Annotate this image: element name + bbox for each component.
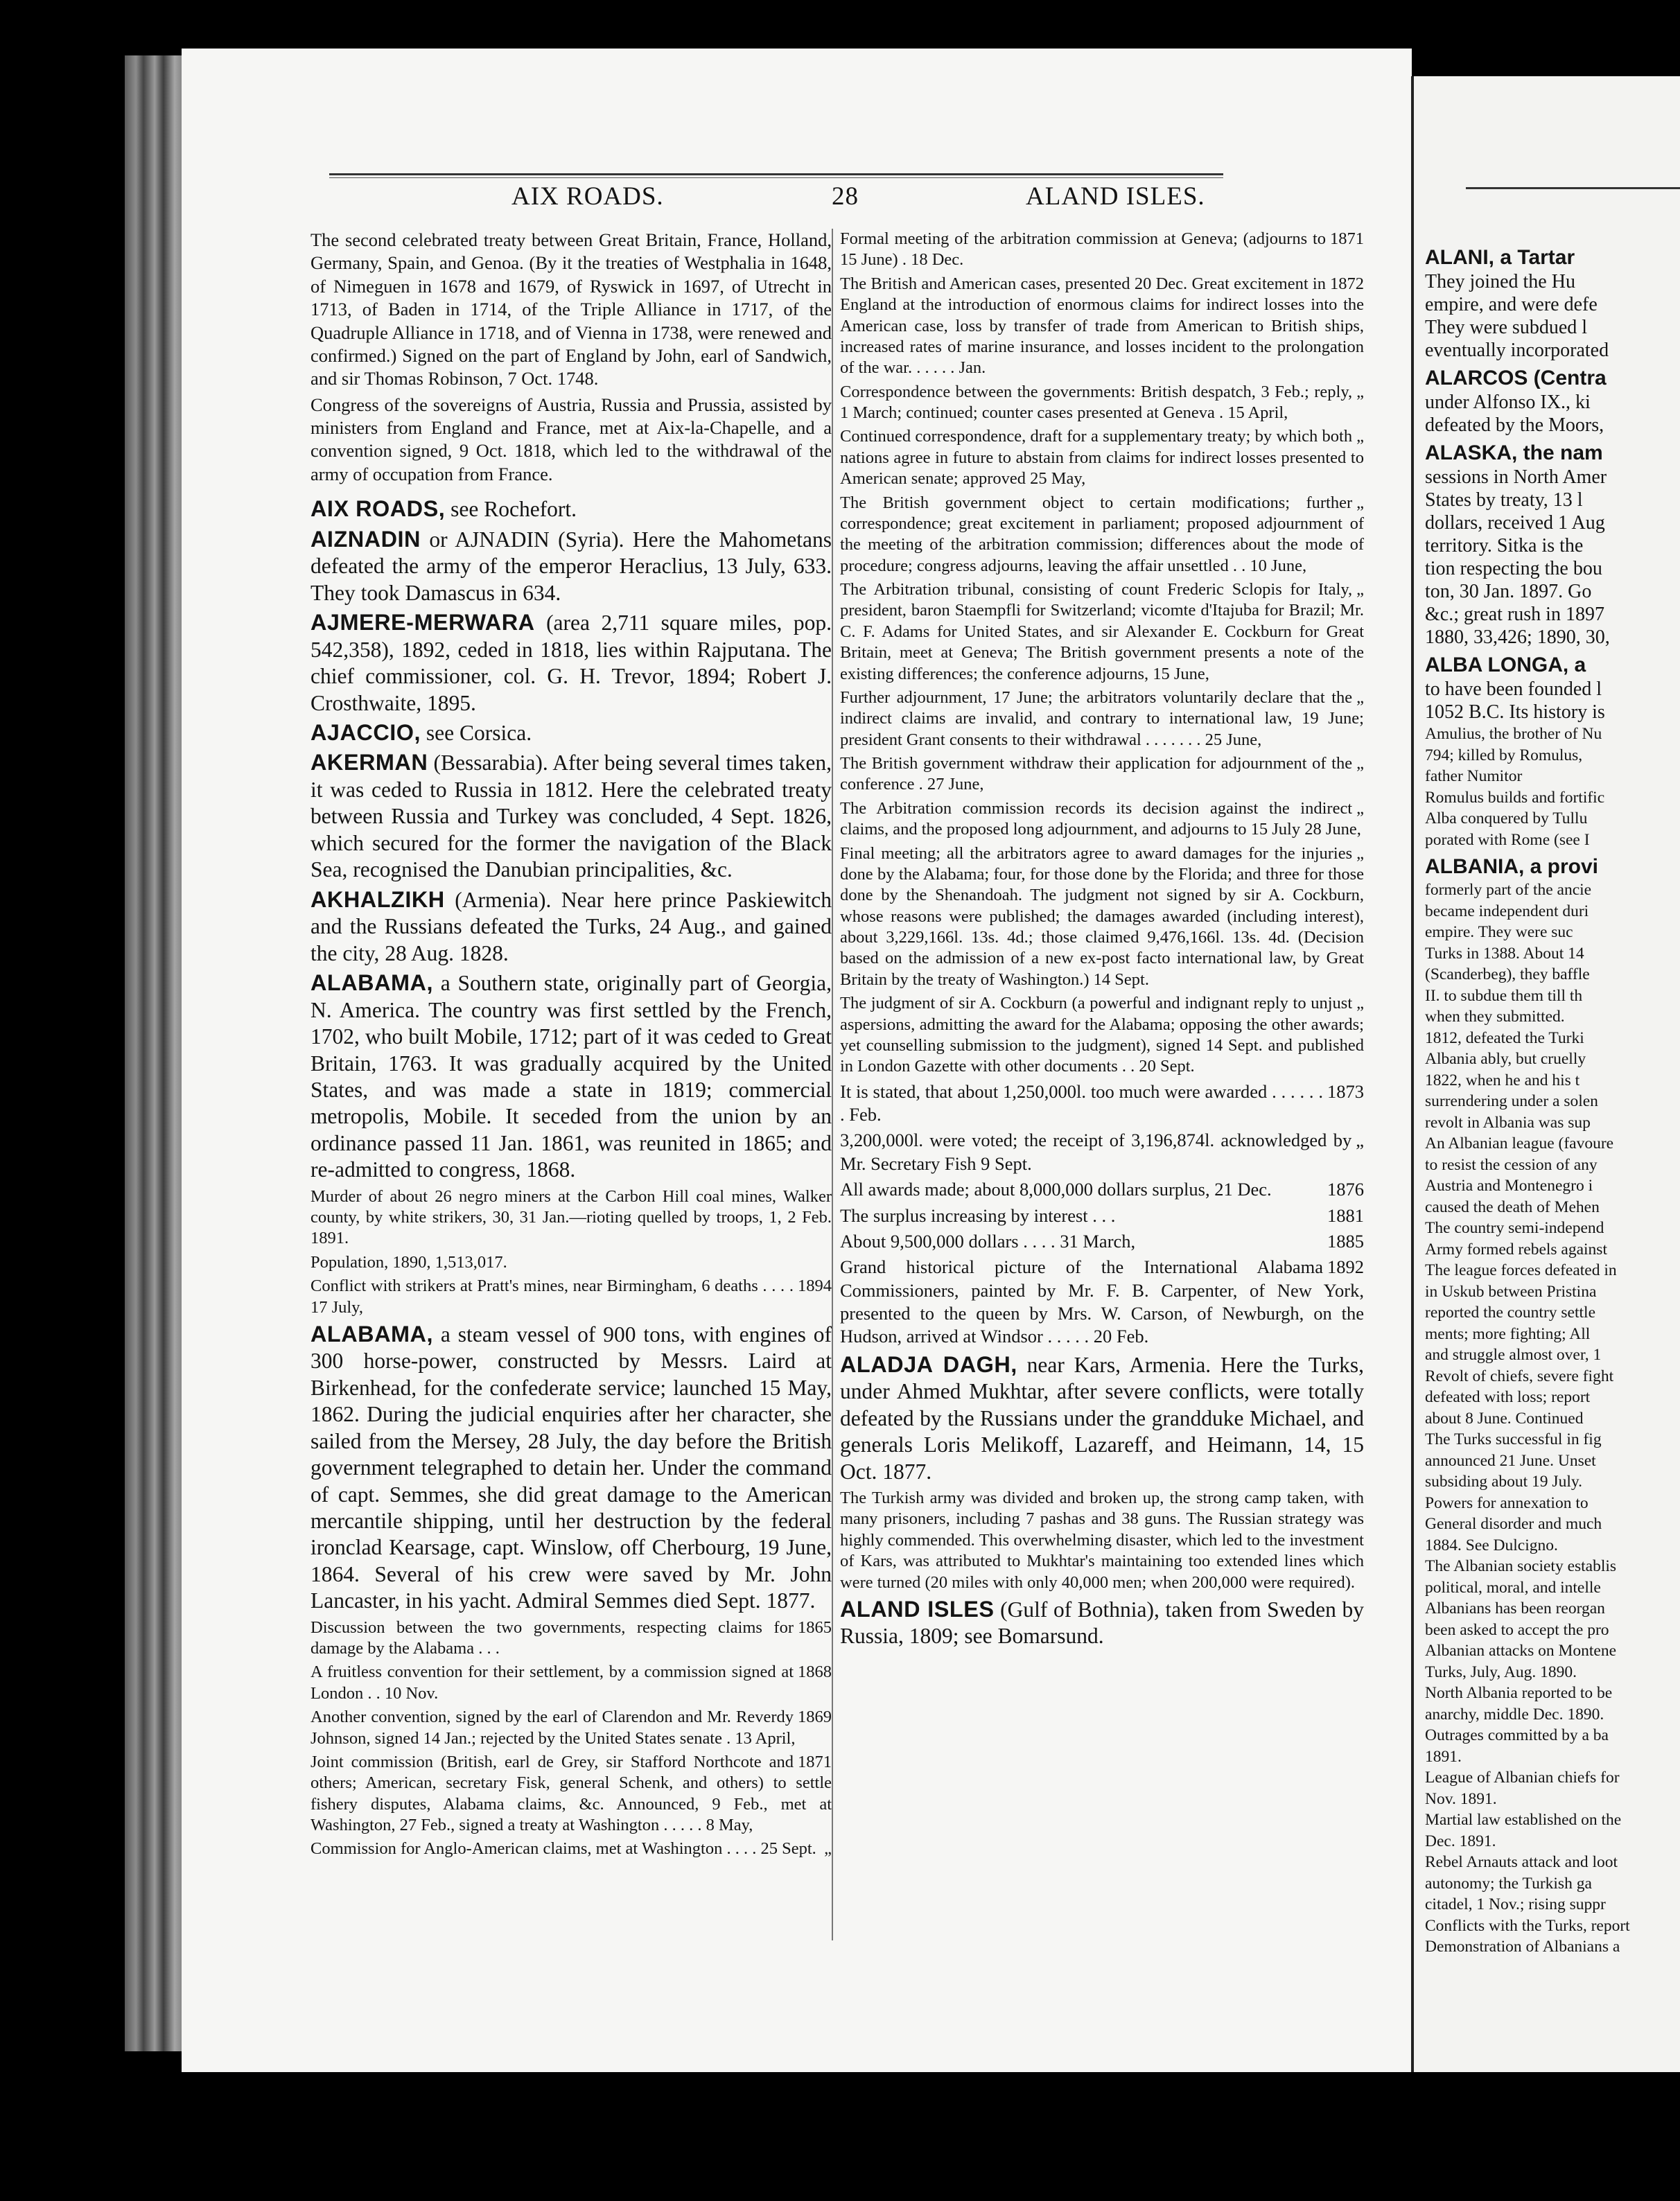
entry-ajmere	[310, 609, 832, 717]
note-text: Formal meeting of the arbitration commission at Geneva; (adjourns to 15 June) . 18 Dec.	[840, 229, 1326, 270]
note-date: 1892	[1327, 1256, 1364, 1278]
entry-heading: ALABAMA,	[310, 1321, 433, 1347]
note-item	[840, 1080, 1364, 1127]
right-column-line: under Alfonso IX., ki	[1425, 392, 1591, 413]
congress-paragraph: Congress of the sovereigns of Austria, Russia and Prussia, assisted by ministers from England and France, met at Aix-la-Chapelle, and a convention signed, 9 Oct. 1818, which led to the withdrawal of the army of occupation from France.	[310, 394, 832, 484]
right-column-line: League of Albanian chiefs for	[1425, 1769, 1620, 1787]
right-column-line: Dec. 1891.	[1425, 1832, 1496, 1850]
right-column-line: territory. Sitka is the	[1425, 535, 1584, 556]
note-text: About 9,500,000 dollars . . . . 31 March,	[840, 1230, 1136, 1252]
note-item	[840, 1204, 1364, 1227]
note-date: 1868	[798, 1663, 832, 1682]
right-column-line: 794; killed by Romulus,	[1425, 746, 1583, 764]
right-column-line: empire. They were suc	[1425, 923, 1573, 941]
award-notes	[840, 1080, 1364, 1349]
note-item	[840, 798, 1364, 841]
right-column-line: The Turks successful in fig	[1425, 1430, 1602, 1448]
right-column-line: North Albania reported to be	[1425, 1684, 1613, 1702]
right-column-line: Outrages committed by a ba	[1425, 1726, 1609, 1744]
entry-aladja-dagh	[840, 1351, 1364, 1485]
note-text: Conflict with strikers at Pratt's mines, near Birmingham, 6 deaths . . . . 17 July,	[310, 1277, 794, 1317]
page-number: 28	[832, 182, 859, 211]
right-column-line: General disorder and much	[1425, 1515, 1602, 1533]
right-column-line: autonomy; the Turkish ga	[1425, 1874, 1592, 1893]
right-column-line: 1880, 33,426; 1890, 30,	[1425, 626, 1610, 648]
entry-heading: ALABAMA,	[310, 970, 433, 996]
entry-heading: AIX ROADS,	[310, 496, 446, 522]
note-text: Discussion between the two governments, respecting claims for damage by the Alabama . . .	[310, 1617, 794, 1658]
right-column-line: Conflicts with the Turks, report	[1425, 1916, 1630, 1935]
entry-akerman	[310, 749, 832, 883]
note-text: All awards made; about 8,000,000 dollars surplus, 21 Dec.	[840, 1179, 1272, 1200]
note-date: 1876	[1327, 1179, 1364, 1200]
note-item	[840, 1178, 1364, 1201]
note-date: „	[1356, 493, 1364, 512]
note-text: Murder of about 26 negro miners at the Carbon Hill coal mines, Walker county, by white strikers, 30, 31 Jan.—rioting quelled by troops, 1, 2 Feb. 1891.	[310, 1186, 832, 1248]
note-item	[840, 1230, 1364, 1253]
note-text: Another convention, signed by the earl of Clarendon and Mr. Reverdy Johnson, signed 14 Jan.; rejected by the United States senate . 13 April,	[310, 1708, 796, 1748]
entry-heading: AJMERE-MERWARA	[310, 610, 535, 635]
right-column-line: Demonstration of Albanians a	[1425, 1938, 1620, 1956]
right-column-line: Romulus builds and fortific	[1425, 788, 1605, 807]
right-column-line: Revolt of chiefs, severe fight	[1425, 1367, 1614, 1385]
right-column-line: announced 21 June. Unset	[1425, 1451, 1596, 1470]
note-item	[840, 1256, 1364, 1349]
note-date: 1865	[798, 1617, 832, 1637]
note-text: The Arbitration commission records its decision against the indirect claims, and the proposed long adjournment, and adjourns to 15 July 28 June,	[840, 798, 1361, 839]
right-column-line: became independent duri	[1425, 902, 1589, 920]
note-text: Population, 1890, 1,513,017.	[310, 1252, 507, 1272]
right-column-line: to resist the cession of any	[1425, 1155, 1598, 1174]
note-text: The surplus increasing by interest . . .	[840, 1204, 1116, 1226]
right-column-line: ALBA LONGA, a	[1425, 654, 1586, 676]
right-column-line: Turks, July, Aug. 1890.	[1425, 1663, 1577, 1681]
entry-text: (area 2,711 square miles, pop. 542,358), 1892, ceded in 1818, lies within Rajputana. The chief commissioner, col. G. H. Trevor, 1894; Robert J. Crosthwaite, 1895.	[310, 611, 832, 715]
right-column-line: &c.; great rush in 1897	[1425, 604, 1604, 625]
right-column-line: and struggle almost over, 1	[1425, 1346, 1602, 1364]
note-text: The British government object to certain modifications; further correspondence; great excitement in parliament; proposed adjournment of the meeting of the arbitration commission; differences about the mode of procedure; congress adjourns, leaving the affair unsettled . . 10 June,	[840, 493, 1364, 575]
note-date: 1871	[798, 1752, 832, 1771]
note-item	[840, 274, 1364, 379]
right-column-line: Nov. 1891.	[1425, 1789, 1497, 1808]
right-column-line: revolt in Albania was sup	[1425, 1113, 1591, 1132]
entry-akhalzikh	[310, 886, 832, 967]
note-text: Joint commission (British, earl de Grey, sir Stafford Northcote and others; American, secretary Fisk, general Schenk, and others) to settle fishery disputes, Alabama claims, &c. Announced, 9 Feb., met at Washington, 27 Feb., signed a treaty at Washington . . . . . 8 May,	[310, 1752, 832, 1835]
right-column-line: father Numitor	[1425, 767, 1523, 785]
entry-aiznadin	[310, 526, 832, 606]
right-column-line: Amulius, the brother of Nu	[1425, 725, 1602, 743]
header-rule	[329, 173, 1223, 175]
entry-heading: AKERMAN	[310, 750, 428, 775]
column-divider	[832, 229, 833, 1940]
right-column-line: anarchy, middle Dec. 1890.	[1425, 1705, 1604, 1724]
right-column-line: Albanians has been reorgan	[1425, 1599, 1605, 1617]
note-text: Final meeting; all the arbitrators agree to award damages for the injuries done by the Alabama; four, for those done by the Florida; and three for those done by the Shenandoah. The judgment not signed by sir A. Cockburn, whose reasons were published; the damages awarded (including interest), about 3,229,166l. 13s. 4d.; those claimed 9,476,166l. 13s. 4d. (Decision based on the admission of a new ex-post facto international law, by Great Britain by the treaty of Washington.) 14 Sept.	[840, 843, 1364, 989]
note-date: 1873	[1327, 1080, 1364, 1102]
treaty-paragraph: The second celebrated treaty between Great Britain, France, Holland, Germany, Spain, and Genoa. (By it the treaties of Westphalia in 1648, of Nimeguen in 1678 and 1679, of Ryswick in 1697, of Utrecht in 1713, of Baden in 1714, of the Triple Alliance in 1717, of the Quadruple Alliance in 1718, and of Vienna in 1738, were renewed and confirmed.) Signed on the part of England by John, earl of Sandwich, and sir Thomas Robinson, 7 Oct. 1748.	[310, 229, 832, 389]
note-item	[310, 1617, 832, 1660]
right-column-line: An Albanian league (favoure	[1425, 1134, 1614, 1152]
note-item	[840, 1129, 1364, 1175]
entry-text: see Corsica.	[426, 720, 532, 745]
entry-aland-isles	[840, 1596, 1364, 1650]
right-column-line: ton, 30 Jan. 1897. Go	[1425, 581, 1592, 602]
note-date: „	[1356, 754, 1364, 773]
right-column-line: ALARCOS (Centra	[1425, 367, 1607, 389]
note-date: „	[1356, 1130, 1364, 1151]
book-spine	[125, 55, 187, 2051]
right-column-line: reported the country settle	[1425, 1304, 1596, 1322]
note-text: Further adjournment, 17 June; the arbitrators voluntarily declare that the indirect claims are invalid, and contrary to international law, 19 June; president Grant consents to their withdrawal . . . . . . . 25 June,	[840, 687, 1364, 749]
note-item	[310, 1752, 832, 1836]
right-column-line: caused the death of Mehen	[1425, 1198, 1600, 1216]
entry-alabama-state	[310, 970, 832, 1184]
right-column-line: 1891.	[1425, 1747, 1462, 1766]
note-date: 1869	[798, 1708, 832, 1727]
right-column-line: ALASKA, the nam	[1425, 441, 1603, 464]
note-text: A fruitless convention for their settlement, by a commission signed at London . . 10 Nov.	[310, 1663, 794, 1703]
note-text: The Arbitration tribunal, consisting of count Frederic Sclopis for Italy, president, baron Staempfli for Switzerland; vicomte d'Itajuba for Brazil; Mr. C. F. Adams for United States, and sir Alexander E. Cockburn for Great Britain, meet at Geneva; The British government presents a note of the existing differences; the conference adjourns, 15 June,	[840, 580, 1364, 683]
right-column-line: defeated by the Moors,	[1425, 414, 1604, 436]
note-item	[310, 1252, 832, 1273]
right-column-line: porated with Rome (see I	[1425, 830, 1590, 849]
note-date: 1871	[1330, 229, 1364, 248]
right-column-line: been asked to accept the pro	[1425, 1620, 1609, 1639]
entry-text: (Gulf of Bothnia), taken from Sweden by Russia, 1809; see Bomarsund.	[840, 1597, 1364, 1649]
entry-text: or AJNADIN (Syria). Here the Mahometans defeated the army of the emperor Heraclius, 13 July, 633. They took Damascus in 634.	[310, 527, 832, 605]
right-column-line: Powers for annexation to	[1425, 1493, 1589, 1512]
note-date: 1885	[1327, 1230, 1364, 1252]
entry-text: a steam vessel of 900 tons, with engines of 300 horse-power, constructed by Messrs. Laird at Birkenhead, for the confederate service; launched 15 May, 1862. During the judicial enquiries after her character, she sailed from the Mersey, 28 July, the day before the British government telegraphed to detain her. Under the command of capt. Semmes, she did great damage to the American mercantile shipping, until her destruction by the federal ironclad Kearsage, capt. Winslow, off Cherbourg, 19 June, 1864. Several of his crew were saved by Mr. John Lancaster, in his yacht. Admiral Semmes died Sept. 1877.	[310, 1322, 832, 1613]
right-column-line: to have been founded l	[1425, 678, 1602, 700]
right-column-line: ALBANIA, a provi	[1425, 855, 1599, 878]
note-text: The British government withdraw their application for adjournment of the conference . 27 June,	[840, 754, 1353, 794]
note-item	[840, 426, 1364, 489]
right-column-line: ALANI, a Tartar	[1425, 246, 1575, 269]
note-item	[840, 993, 1364, 1078]
right-column-line: ments; more fighting; All	[1425, 1324, 1591, 1343]
right-column-line: political, moral, and intelle	[1425, 1578, 1601, 1597]
entry-heading: ALADJA DAGH,	[840, 1351, 1017, 1377]
right-column-line: defeated with loss; report	[1425, 1388, 1591, 1406]
right-column-line: 1052 B.C. Its history is	[1425, 701, 1605, 723]
note-date: „	[1356, 843, 1364, 863]
right-column-line: Albanian attacks on Montene	[1425, 1642, 1617, 1660]
note-item	[840, 229, 1364, 271]
entry-alabama-vessel	[310, 1321, 832, 1615]
right-column-line: (Scanderbeg), they baffle	[1425, 965, 1590, 983]
note-item	[840, 753, 1364, 796]
note-item	[310, 1662, 832, 1704]
note-text: Continued correspondence, draft for a supplementary treaty; by which both nations agree in future to abstain from claims for indirect losses presented to American senate; approved 25 May,	[840, 427, 1364, 489]
note-item	[310, 1707, 832, 1749]
running-head-left: AIX ROADS.	[511, 182, 664, 211]
note-date: 1881	[1327, 1204, 1364, 1226]
note-date: 1894	[798, 1277, 832, 1296]
note-text: The British and American cases, presented 20 Dec. Great excitement in England at the introduction of enormous claims for indirect losses into the American case, loss by transfer of trade from American to British ships, increased rates of marine insurance, and losses incident to the prolongation of the war. . . . . . Jan.	[840, 274, 1364, 378]
right-column-line: about 8 June. Continued	[1425, 1409, 1584, 1428]
note-text: It is stated, that about 1,250,000l. too much were awarded . . . . . . . Feb.	[840, 1080, 1323, 1125]
note-date: „	[1356, 580, 1364, 599]
entry-heading: AKHALZIKH	[310, 886, 445, 912]
note-item	[840, 687, 1364, 751]
note-date: „	[1356, 798, 1364, 818]
right-column-line: citadel, 1 Nov.; rising suppr	[1425, 1895, 1606, 1913]
column-middle	[840, 229, 1364, 1653]
note-text: 3,200,000l. were voted; the receipt of 3,196,874l. acknowledged by Mr. Secretary Fish 9 Sept.	[840, 1130, 1352, 1174]
right-column-line: The country semi-independ	[1425, 1219, 1604, 1237]
note-text: Commission for Anglo-American claims, met at Washington . . . . 25 Sept.	[310, 1839, 816, 1859]
entry-heading: ALAND ISLES	[840, 1596, 995, 1622]
entry-aix-roads	[310, 496, 832, 523]
right-column-line: formerly part of the ancie	[1425, 881, 1592, 899]
right-column-line: subsiding about 19 July.	[1425, 1473, 1582, 1491]
right-column-line: They joined the Hu	[1425, 271, 1575, 292]
note-item	[840, 382, 1364, 424]
note-item	[310, 1839, 832, 1859]
entry-text: (Bessarabia). After being several times taken, it was ceded to Russia in 1812. Here the celebrated treaty between Russia and Turkey was concluded, 4 Sept. 1826, which secured for the former the navigation of the Black Sea, recognised the Danubian principalities, &c.	[310, 751, 832, 882]
right-page-header-rule	[1466, 187, 1680, 189]
right-column-line: 1812, defeated the Turki	[1425, 1028, 1584, 1047]
header-rule-thin	[329, 177, 1223, 178]
note-item	[310, 1276, 832, 1318]
aladja-note: The Turkish army was divided and broken up, the strong camp taken, with many prisoners, including 7 pashas and 38 guns. The Russian strategy was highly commended. This overwhelming disaster, which led to the investment of Kars, was attributed to Mukhtar's maintaining too extended lines which were turned (20 miles with only 40,000 men; when 200,000 were required).	[840, 1489, 1364, 1592]
note-date: „	[1356, 994, 1364, 1013]
right-column-line: in Uskub between Pristina	[1425, 1282, 1597, 1301]
note-text: Grand historical picture of the International Alabama Commissioners, painted by Mr. F. B. Carpenter, of New York, presented to the queen by Mrs. W. Carson, of Newburgh, on the Hudson, arrived at Windsor . . . . . 20 Feb.	[840, 1256, 1364, 1347]
right-column-line: Martial law established on the	[1425, 1811, 1622, 1829]
entry-text: a Southern state, originally part of Georgia, N. America. The country was first settled by the French, 1702, who built Mobile, 1712; part of it was ceded to Great Britain, 1763. It was gradually acquired by the United States, and was made a state in 1819; commercial metropolis, Mobile. It seceded from the union by an ordinance passed 11 Jan. 1861, was reunited in 1865; and re-admitted to congress, 1868.	[310, 971, 832, 1182]
right-column-line: when they submitted.	[1425, 1008, 1565, 1026]
right-column-line: 1822, when he and his t	[1425, 1071, 1580, 1089]
column-right-partial	[1425, 241, 1680, 1958]
right-column-line: Albania ably, but cruelly	[1425, 1050, 1586, 1068]
right-column-line: Alba conquered by Tullu	[1425, 809, 1588, 827]
entry-text: near Kars, Armenia. Here the Turks, under Ahmed Mukhtar, after severe conflicts, were totally defeated by the Russians under the grandduke Michael, and generals Loris Melikoff, Lazareff, and Heimann, 14, 15 Oct. 1877.	[840, 1352, 1364, 1484]
note-date: „	[1356, 427, 1364, 446]
right-column-line: eventually incorporated	[1425, 340, 1609, 361]
note-date: „	[1356, 687, 1364, 707]
right-column-line: Turks in 1388. About 14	[1425, 944, 1584, 963]
right-column-line: 1884. See Dulcigno.	[1425, 1536, 1558, 1554]
entry-text: see Rochefort.	[450, 497, 577, 522]
arbitration-notes	[840, 229, 1364, 1078]
right-column-line: surrendering under a solen	[1425, 1092, 1598, 1110]
right-column-line: The Albanian society establis	[1425, 1557, 1617, 1575]
note-date: 1872	[1330, 274, 1364, 293]
alabama-state-notes	[310, 1186, 832, 1318]
right-column-line: They were subdued l	[1425, 317, 1588, 338]
right-column-line: tion respecting the bou	[1425, 558, 1602, 579]
note-date: „	[824, 1839, 832, 1859]
note-text: Correspondence between the governments: British despatch, 3 Feb.; reply, 1 March; continued; counter cases presented at Geneva . 15 April,	[840, 382, 1353, 422]
right-column-line: Rebel Arnauts attack and loot	[1425, 1853, 1618, 1871]
note-item	[310, 1186, 832, 1249]
entry-text: (Armenia). Near here prince Paskiewitch and the Russians defeated the Turks, 24 Aug., and gained the city, 28 Aug. 1828.	[310, 887, 832, 965]
right-column-line: II. to subdue them till th	[1425, 986, 1583, 1005]
right-column-line: States by treaty, 13 l	[1425, 489, 1583, 511]
note-item	[840, 493, 1364, 577]
running-head-right: ALAND ISLES.	[1026, 182, 1205, 211]
right-column-line: dollars, received 1 Aug	[1425, 512, 1605, 534]
right-column-line: empire, and were defe	[1425, 294, 1598, 315]
right-column-line: sessions in North Amer	[1425, 466, 1607, 488]
column-left	[310, 229, 832, 1863]
note-item	[840, 579, 1364, 685]
note-item	[840, 843, 1364, 991]
right-column-line: Army formed rebels against	[1425, 1240, 1607, 1259]
right-column-line: Austria and Montenegro i	[1425, 1177, 1593, 1195]
right-column-line: The league forces defeated in	[1425, 1261, 1617, 1279]
entry-heading: AIZNADIN	[310, 526, 421, 552]
entry-heading: AJACCIO,	[310, 719, 421, 745]
note-date: „	[1356, 382, 1364, 401]
alabama-vessel-notes	[310, 1617, 832, 1860]
note-text: The judgment of sir A. Cockburn (a powerful and indignant reply to unjust aspersions, admitting the award for the Alabama; opposing the other awards; yet counselling submission to the judgment), signed 14 Sept. and published in London Gazette with other documents . . 20 Sept.	[840, 994, 1364, 1076]
entry-ajaccio	[310, 719, 832, 747]
